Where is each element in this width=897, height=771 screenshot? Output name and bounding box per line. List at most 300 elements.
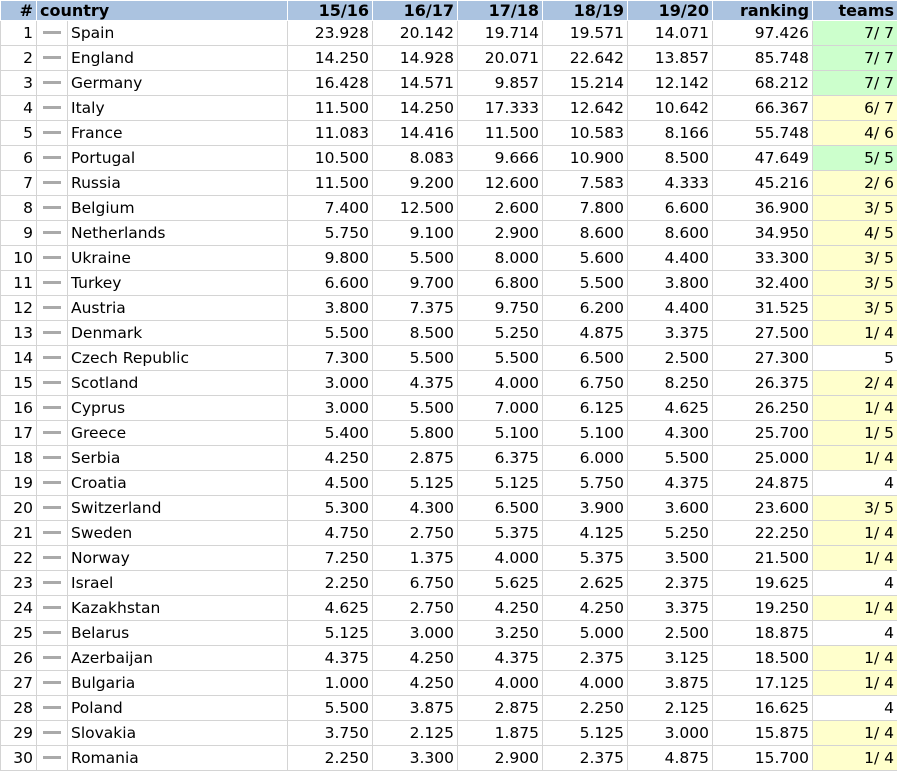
season-17-18-cell: 9.857 bbox=[458, 71, 543, 96]
table-row[interactable] bbox=[1, 21, 897, 46]
season-15-16-cell: 7.250 bbox=[288, 546, 373, 571]
table-row[interactable] bbox=[1, 521, 897, 546]
season-18-19-cell: 2.375 bbox=[543, 646, 628, 671]
trend-cell bbox=[37, 71, 68, 96]
dash-icon bbox=[43, 581, 61, 584]
season-15-16-cell: 7.300 bbox=[288, 346, 373, 371]
table-row[interactable] bbox=[1, 271, 897, 296]
trend-cell bbox=[37, 121, 68, 146]
teams-cell: 3/ 5 bbox=[813, 246, 897, 271]
season-15-16-cell: 7.400 bbox=[288, 196, 373, 221]
country-cell: Germany bbox=[68, 71, 288, 96]
dash-icon bbox=[43, 56, 61, 59]
country-cell: Cyprus bbox=[68, 396, 288, 421]
season-15-16-cell: 3.750 bbox=[288, 721, 373, 746]
season-17-18-cell: 1.875 bbox=[458, 721, 543, 746]
ranking-cell: 31.525 bbox=[713, 296, 813, 321]
trend-cell bbox=[37, 46, 68, 71]
season-17-18-cell: 5.625 bbox=[458, 571, 543, 596]
dash-icon bbox=[43, 681, 61, 684]
season-17-18-cell: 17.333 bbox=[458, 96, 543, 121]
rank-cell: 12 bbox=[1, 296, 37, 321]
rank-cell: 26 bbox=[1, 646, 37, 671]
rank-cell: 1 bbox=[1, 21, 37, 46]
table-row[interactable] bbox=[1, 721, 897, 746]
season-18-19-cell: 4.875 bbox=[543, 321, 628, 346]
dash-icon bbox=[43, 106, 61, 109]
rank-cell: 3 bbox=[1, 71, 37, 96]
table-row[interactable] bbox=[1, 296, 897, 321]
header-season-16-17[interactable]: 16/17 bbox=[373, 1, 458, 21]
season-16-17-cell: 9.100 bbox=[373, 221, 458, 246]
table-row[interactable] bbox=[1, 621, 897, 646]
country-cell: Sweden bbox=[68, 521, 288, 546]
dash-icon bbox=[43, 406, 61, 409]
trend-cell bbox=[37, 321, 68, 346]
dash-icon bbox=[43, 306, 61, 309]
dash-icon bbox=[43, 156, 61, 159]
season-16-17-cell: 5.500 bbox=[373, 346, 458, 371]
season-16-17-cell: 5.800 bbox=[373, 421, 458, 446]
season-16-17-cell: 1.375 bbox=[373, 546, 458, 571]
rank-cell: 24 bbox=[1, 596, 37, 621]
trend-cell bbox=[37, 721, 68, 746]
season-17-18-cell: 20.071 bbox=[458, 46, 543, 71]
table-row[interactable] bbox=[1, 696, 897, 721]
season-17-18-cell: 5.125 bbox=[458, 471, 543, 496]
teams-cell: 4 bbox=[813, 471, 897, 496]
table-row[interactable] bbox=[1, 671, 897, 696]
teams-cell: 6/ 7 bbox=[813, 96, 897, 121]
season-16-17-cell: 14.928 bbox=[373, 46, 458, 71]
dash-icon bbox=[43, 256, 61, 259]
season-15-16-cell: 2.250 bbox=[288, 746, 373, 771]
season-15-16-cell: 3.800 bbox=[288, 296, 373, 321]
country-cell: Belarus bbox=[68, 621, 288, 646]
season-16-17-cell: 14.416 bbox=[373, 121, 458, 146]
season-18-19-cell: 10.900 bbox=[543, 146, 628, 171]
ranking-cell: 33.300 bbox=[713, 246, 813, 271]
teams-cell: 1/ 4 bbox=[813, 721, 897, 746]
dash-icon bbox=[43, 456, 61, 459]
table-row[interactable] bbox=[1, 646, 897, 671]
season-19-20-cell: 3.600 bbox=[628, 496, 713, 521]
table-row[interactable] bbox=[1, 146, 897, 171]
rank-cell: 21 bbox=[1, 521, 37, 546]
season-17-18-cell: 2.875 bbox=[458, 696, 543, 721]
header-season-15-16[interactable]: 15/16 bbox=[288, 1, 373, 21]
rank-cell: 29 bbox=[1, 721, 37, 746]
season-17-18-cell: 9.750 bbox=[458, 296, 543, 321]
season-19-20-cell: 6.600 bbox=[628, 196, 713, 221]
season-17-18-cell: 5.100 bbox=[458, 421, 543, 446]
dash-icon bbox=[43, 206, 61, 209]
season-18-19-cell: 6.750 bbox=[543, 371, 628, 396]
season-18-19-cell: 7.583 bbox=[543, 171, 628, 196]
teams-cell: 3/ 5 bbox=[813, 296, 897, 321]
table-row[interactable] bbox=[1, 46, 897, 71]
header-teams[interactable]: teams bbox=[813, 1, 897, 21]
rank-cell: 8 bbox=[1, 196, 37, 221]
dash-icon bbox=[43, 81, 61, 84]
season-19-20-cell: 3.125 bbox=[628, 646, 713, 671]
season-19-20-cell: 10.642 bbox=[628, 96, 713, 121]
table-row[interactable] bbox=[1, 496, 897, 521]
country-cell: Italy bbox=[68, 96, 288, 121]
season-16-17-cell: 2.750 bbox=[373, 521, 458, 546]
season-18-19-cell: 5.125 bbox=[543, 721, 628, 746]
teams-cell: 3/ 5 bbox=[813, 496, 897, 521]
country-cell: Romania bbox=[68, 746, 288, 771]
table-body bbox=[1, 21, 897, 771]
rank-cell: 13 bbox=[1, 321, 37, 346]
teams-cell: 4/ 6 bbox=[813, 121, 897, 146]
ranking-cell: 15.875 bbox=[713, 721, 813, 746]
season-16-17-cell: 2.750 bbox=[373, 596, 458, 621]
ranking-cell: 21.500 bbox=[713, 546, 813, 571]
season-19-20-cell: 2.500 bbox=[628, 621, 713, 646]
table-row[interactable] bbox=[1, 396, 897, 421]
rank-cell: 20 bbox=[1, 496, 37, 521]
table-row[interactable] bbox=[1, 596, 897, 621]
dash-icon bbox=[43, 631, 61, 634]
season-19-20-cell: 4.333 bbox=[628, 171, 713, 196]
season-16-17-cell: 5.500 bbox=[373, 396, 458, 421]
season-16-17-cell: 5.500 bbox=[373, 246, 458, 271]
rank-cell: 18 bbox=[1, 446, 37, 471]
ranking-cell: 15.700 bbox=[713, 746, 813, 771]
header-season-17-18[interactable]: 17/18 bbox=[458, 1, 543, 21]
season-19-20-cell: 4.400 bbox=[628, 246, 713, 271]
dash-icon bbox=[43, 31, 61, 34]
table-row[interactable] bbox=[1, 96, 897, 121]
ranking-cell: 18.500 bbox=[713, 646, 813, 671]
ranking-cell: 25.700 bbox=[713, 421, 813, 446]
trend-cell bbox=[37, 646, 68, 671]
season-17-18-cell: 3.250 bbox=[458, 621, 543, 646]
country-cell: Norway bbox=[68, 546, 288, 571]
season-17-18-cell: 4.000 bbox=[458, 671, 543, 696]
ranking-cell: 32.400 bbox=[713, 271, 813, 296]
teams-cell: 7/ 7 bbox=[813, 71, 897, 96]
table-row[interactable] bbox=[1, 246, 897, 271]
season-17-18-cell: 5.375 bbox=[458, 521, 543, 546]
table-row[interactable] bbox=[1, 371, 897, 396]
season-19-20-cell: 2.125 bbox=[628, 696, 713, 721]
country-cell: Spain bbox=[68, 21, 288, 46]
table-row[interactable] bbox=[1, 321, 897, 346]
trend-cell bbox=[37, 446, 68, 471]
season-15-16-cell: 6.600 bbox=[288, 271, 373, 296]
rank-cell: 9 bbox=[1, 221, 37, 246]
season-16-17-cell: 7.375 bbox=[373, 296, 458, 321]
teams-cell: 4 bbox=[813, 696, 897, 721]
season-16-17-cell: 3.300 bbox=[373, 746, 458, 771]
teams-cell: 4/ 5 bbox=[813, 221, 897, 246]
country-cell: Slovakia bbox=[68, 721, 288, 746]
teams-cell: 1/ 4 bbox=[813, 546, 897, 571]
table-row[interactable] bbox=[1, 471, 897, 496]
season-18-19-cell: 6.500 bbox=[543, 346, 628, 371]
dash-icon bbox=[43, 381, 61, 384]
ranking-cell: 34.950 bbox=[713, 221, 813, 246]
country-cell: England bbox=[68, 46, 288, 71]
country-cell: Israel bbox=[68, 571, 288, 596]
table-row[interactable] bbox=[1, 71, 897, 96]
season-15-16-cell: 4.375 bbox=[288, 646, 373, 671]
trend-cell bbox=[37, 196, 68, 221]
season-19-20-cell: 8.600 bbox=[628, 221, 713, 246]
season-15-16-cell: 5.750 bbox=[288, 221, 373, 246]
season-18-19-cell: 4.250 bbox=[543, 596, 628, 621]
rank-cell: 22 bbox=[1, 546, 37, 571]
ranking-cell: 97.426 bbox=[713, 21, 813, 46]
ranking-cell: 47.649 bbox=[713, 146, 813, 171]
season-18-19-cell: 2.250 bbox=[543, 696, 628, 721]
country-cell: Scotland bbox=[68, 371, 288, 396]
header-season-18-19[interactable]: 18/19 bbox=[543, 1, 628, 21]
table-row[interactable] bbox=[1, 546, 897, 571]
dash-icon bbox=[43, 656, 61, 659]
season-16-17-cell: 3.000 bbox=[373, 621, 458, 646]
season-17-18-cell: 7.000 bbox=[458, 396, 543, 421]
dash-icon bbox=[43, 281, 61, 284]
table-row[interactable] bbox=[1, 221, 897, 246]
ranking-cell: 85.748 bbox=[713, 46, 813, 71]
season-17-18-cell: 2.900 bbox=[458, 221, 543, 246]
season-15-16-cell: 5.125 bbox=[288, 621, 373, 646]
dash-icon bbox=[43, 181, 61, 184]
teams-cell: 1/ 5 bbox=[813, 421, 897, 446]
season-17-18-cell: 9.666 bbox=[458, 146, 543, 171]
rank-cell: 10 bbox=[1, 246, 37, 271]
season-16-17-cell: 8.500 bbox=[373, 321, 458, 346]
season-15-16-cell: 3.000 bbox=[288, 396, 373, 421]
season-19-20-cell: 2.375 bbox=[628, 571, 713, 596]
season-15-16-cell: 11.500 bbox=[288, 171, 373, 196]
dash-icon bbox=[43, 481, 61, 484]
trend-cell bbox=[37, 671, 68, 696]
season-17-18-cell: 2.600 bbox=[458, 196, 543, 221]
country-cell: Turkey bbox=[68, 271, 288, 296]
country-cell: Denmark bbox=[68, 321, 288, 346]
trend-cell bbox=[37, 371, 68, 396]
season-18-19-cell: 4.125 bbox=[543, 521, 628, 546]
dash-icon bbox=[43, 706, 61, 709]
table-row[interactable] bbox=[1, 446, 897, 471]
trend-cell bbox=[37, 246, 68, 271]
ranking-cell: 55.748 bbox=[713, 121, 813, 146]
table-row[interactable] bbox=[1, 196, 897, 221]
rank-cell: 30 bbox=[1, 746, 37, 771]
season-15-16-cell: 4.250 bbox=[288, 446, 373, 471]
season-16-17-cell: 14.571 bbox=[373, 71, 458, 96]
country-cell: Portugal bbox=[68, 146, 288, 171]
season-17-18-cell: 5.500 bbox=[458, 346, 543, 371]
rank-cell: 2 bbox=[1, 46, 37, 71]
dash-icon bbox=[43, 506, 61, 509]
season-17-18-cell: 8.000 bbox=[458, 246, 543, 271]
season-16-17-cell: 2.125 bbox=[373, 721, 458, 746]
rank-cell: 15 bbox=[1, 371, 37, 396]
trend-cell bbox=[37, 596, 68, 621]
ranking-cell: 19.625 bbox=[713, 571, 813, 596]
season-15-16-cell: 4.500 bbox=[288, 471, 373, 496]
teams-cell: 3/ 5 bbox=[813, 271, 897, 296]
teams-cell: 7/ 7 bbox=[813, 21, 897, 46]
season-16-17-cell: 8.083 bbox=[373, 146, 458, 171]
season-19-20-cell: 4.375 bbox=[628, 471, 713, 496]
season-15-16-cell: 11.083 bbox=[288, 121, 373, 146]
season-15-16-cell: 10.500 bbox=[288, 146, 373, 171]
ranking-cell: 16.625 bbox=[713, 696, 813, 721]
season-19-20-cell: 5.500 bbox=[628, 446, 713, 471]
dash-icon bbox=[43, 431, 61, 434]
rank-cell: 16 bbox=[1, 396, 37, 421]
country-cell: Azerbaijan bbox=[68, 646, 288, 671]
country-cell: Switzerland bbox=[68, 496, 288, 521]
season-18-19-cell: 5.750 bbox=[543, 471, 628, 496]
season-15-16-cell: 5.500 bbox=[288, 321, 373, 346]
season-19-20-cell: 8.250 bbox=[628, 371, 713, 396]
season-15-16-cell: 23.928 bbox=[288, 21, 373, 46]
season-17-18-cell: 12.600 bbox=[458, 171, 543, 196]
season-17-18-cell: 11.500 bbox=[458, 121, 543, 146]
trend-cell bbox=[37, 221, 68, 246]
ranking-cell: 27.300 bbox=[713, 346, 813, 371]
ranking-cell: 68.212 bbox=[713, 71, 813, 96]
rank-cell: 23 bbox=[1, 571, 37, 596]
header-country[interactable]: country bbox=[37, 1, 288, 21]
season-17-18-cell: 6.800 bbox=[458, 271, 543, 296]
header-row bbox=[1, 1, 897, 21]
teams-cell: 1/ 4 bbox=[813, 646, 897, 671]
season-18-19-cell: 6.000 bbox=[543, 446, 628, 471]
country-cell: Croatia bbox=[68, 471, 288, 496]
country-cell: Russia bbox=[68, 171, 288, 196]
season-17-18-cell: 5.250 bbox=[458, 321, 543, 346]
country-cell: France bbox=[68, 121, 288, 146]
season-19-20-cell: 4.300 bbox=[628, 421, 713, 446]
season-18-19-cell: 22.642 bbox=[543, 46, 628, 71]
season-15-16-cell: 11.500 bbox=[288, 96, 373, 121]
season-19-20-cell: 8.500 bbox=[628, 146, 713, 171]
header-season-19-20[interactable]: 19/20 bbox=[628, 1, 713, 21]
table-row[interactable] bbox=[1, 346, 897, 371]
ranking-cell: 17.125 bbox=[713, 671, 813, 696]
country-cell: Greece bbox=[68, 421, 288, 446]
season-16-17-cell: 4.300 bbox=[373, 496, 458, 521]
season-16-17-cell: 12.500 bbox=[373, 196, 458, 221]
trend-cell bbox=[37, 746, 68, 771]
teams-cell: 1/ 4 bbox=[813, 321, 897, 346]
season-15-16-cell: 16.428 bbox=[288, 71, 373, 96]
season-19-20-cell: 13.857 bbox=[628, 46, 713, 71]
dash-icon bbox=[43, 731, 61, 734]
teams-cell: 4 bbox=[813, 571, 897, 596]
trend-cell bbox=[37, 621, 68, 646]
teams-cell: 1/ 4 bbox=[813, 446, 897, 471]
season-17-18-cell: 6.375 bbox=[458, 446, 543, 471]
ranking-cell: 23.600 bbox=[713, 496, 813, 521]
season-17-18-cell: 2.900 bbox=[458, 746, 543, 771]
dash-icon bbox=[43, 756, 61, 759]
dash-icon bbox=[43, 356, 61, 359]
season-16-17-cell: 4.250 bbox=[373, 671, 458, 696]
trend-cell bbox=[37, 471, 68, 496]
season-16-17-cell: 14.250 bbox=[373, 96, 458, 121]
country-cell: Poland bbox=[68, 696, 288, 721]
season-18-19-cell: 4.000 bbox=[543, 671, 628, 696]
table-row[interactable] bbox=[1, 121, 897, 146]
season-18-19-cell: 12.642 bbox=[543, 96, 628, 121]
teams-cell: 1/ 4 bbox=[813, 671, 897, 696]
season-16-17-cell: 6.750 bbox=[373, 571, 458, 596]
rank-cell: 25 bbox=[1, 621, 37, 646]
teams-cell: 1/ 4 bbox=[813, 596, 897, 621]
table-row[interactable] bbox=[1, 571, 897, 596]
trend-cell bbox=[37, 571, 68, 596]
season-17-18-cell: 6.500 bbox=[458, 496, 543, 521]
dash-icon bbox=[43, 556, 61, 559]
season-19-20-cell: 2.500 bbox=[628, 346, 713, 371]
ranking-cell: 27.500 bbox=[713, 321, 813, 346]
season-15-16-cell: 14.250 bbox=[288, 46, 373, 71]
dash-icon bbox=[43, 331, 61, 334]
ranking-cell: 26.250 bbox=[713, 396, 813, 421]
country-cell: Bulgaria bbox=[68, 671, 288, 696]
season-17-18-cell: 4.250 bbox=[458, 596, 543, 621]
season-18-19-cell: 7.800 bbox=[543, 196, 628, 221]
season-18-19-cell: 8.600 bbox=[543, 221, 628, 246]
season-19-20-cell: 3.375 bbox=[628, 321, 713, 346]
season-18-19-cell: 19.571 bbox=[543, 21, 628, 46]
trend-cell bbox=[37, 696, 68, 721]
rank-cell: 27 bbox=[1, 671, 37, 696]
season-18-19-cell: 6.200 bbox=[543, 296, 628, 321]
dash-icon bbox=[43, 606, 61, 609]
season-16-17-cell: 5.125 bbox=[373, 471, 458, 496]
season-19-20-cell: 3.375 bbox=[628, 596, 713, 621]
teams-cell: 1/ 4 bbox=[813, 746, 897, 771]
table-row[interactable] bbox=[1, 421, 897, 446]
rank-cell: 11 bbox=[1, 271, 37, 296]
teams-cell: 2/ 4 bbox=[813, 371, 897, 396]
season-19-20-cell: 3.875 bbox=[628, 671, 713, 696]
country-cell: Ukraine bbox=[68, 246, 288, 271]
ranking-cell: 66.367 bbox=[713, 96, 813, 121]
season-17-18-cell: 19.714 bbox=[458, 21, 543, 46]
season-18-19-cell: 5.600 bbox=[543, 246, 628, 271]
rank-cell: 6 bbox=[1, 146, 37, 171]
season-18-19-cell: 3.900 bbox=[543, 496, 628, 521]
season-15-16-cell: 5.400 bbox=[288, 421, 373, 446]
rank-cell: 28 bbox=[1, 696, 37, 721]
season-16-17-cell: 20.142 bbox=[373, 21, 458, 46]
ranking-cell: 22.250 bbox=[713, 521, 813, 546]
table-row[interactable] bbox=[1, 746, 897, 771]
rank-cell: 4 bbox=[1, 96, 37, 121]
country-cell: Czech Republic bbox=[68, 346, 288, 371]
teams-cell: 4 bbox=[813, 621, 897, 646]
trend-cell bbox=[37, 271, 68, 296]
header-ranking[interactable]: ranking bbox=[713, 1, 813, 21]
season-18-19-cell: 5.100 bbox=[543, 421, 628, 446]
trend-cell bbox=[37, 296, 68, 321]
header-rank[interactable]: # bbox=[1, 1, 37, 21]
table-row[interactable] bbox=[1, 171, 897, 196]
teams-cell: 3/ 5 bbox=[813, 196, 897, 221]
